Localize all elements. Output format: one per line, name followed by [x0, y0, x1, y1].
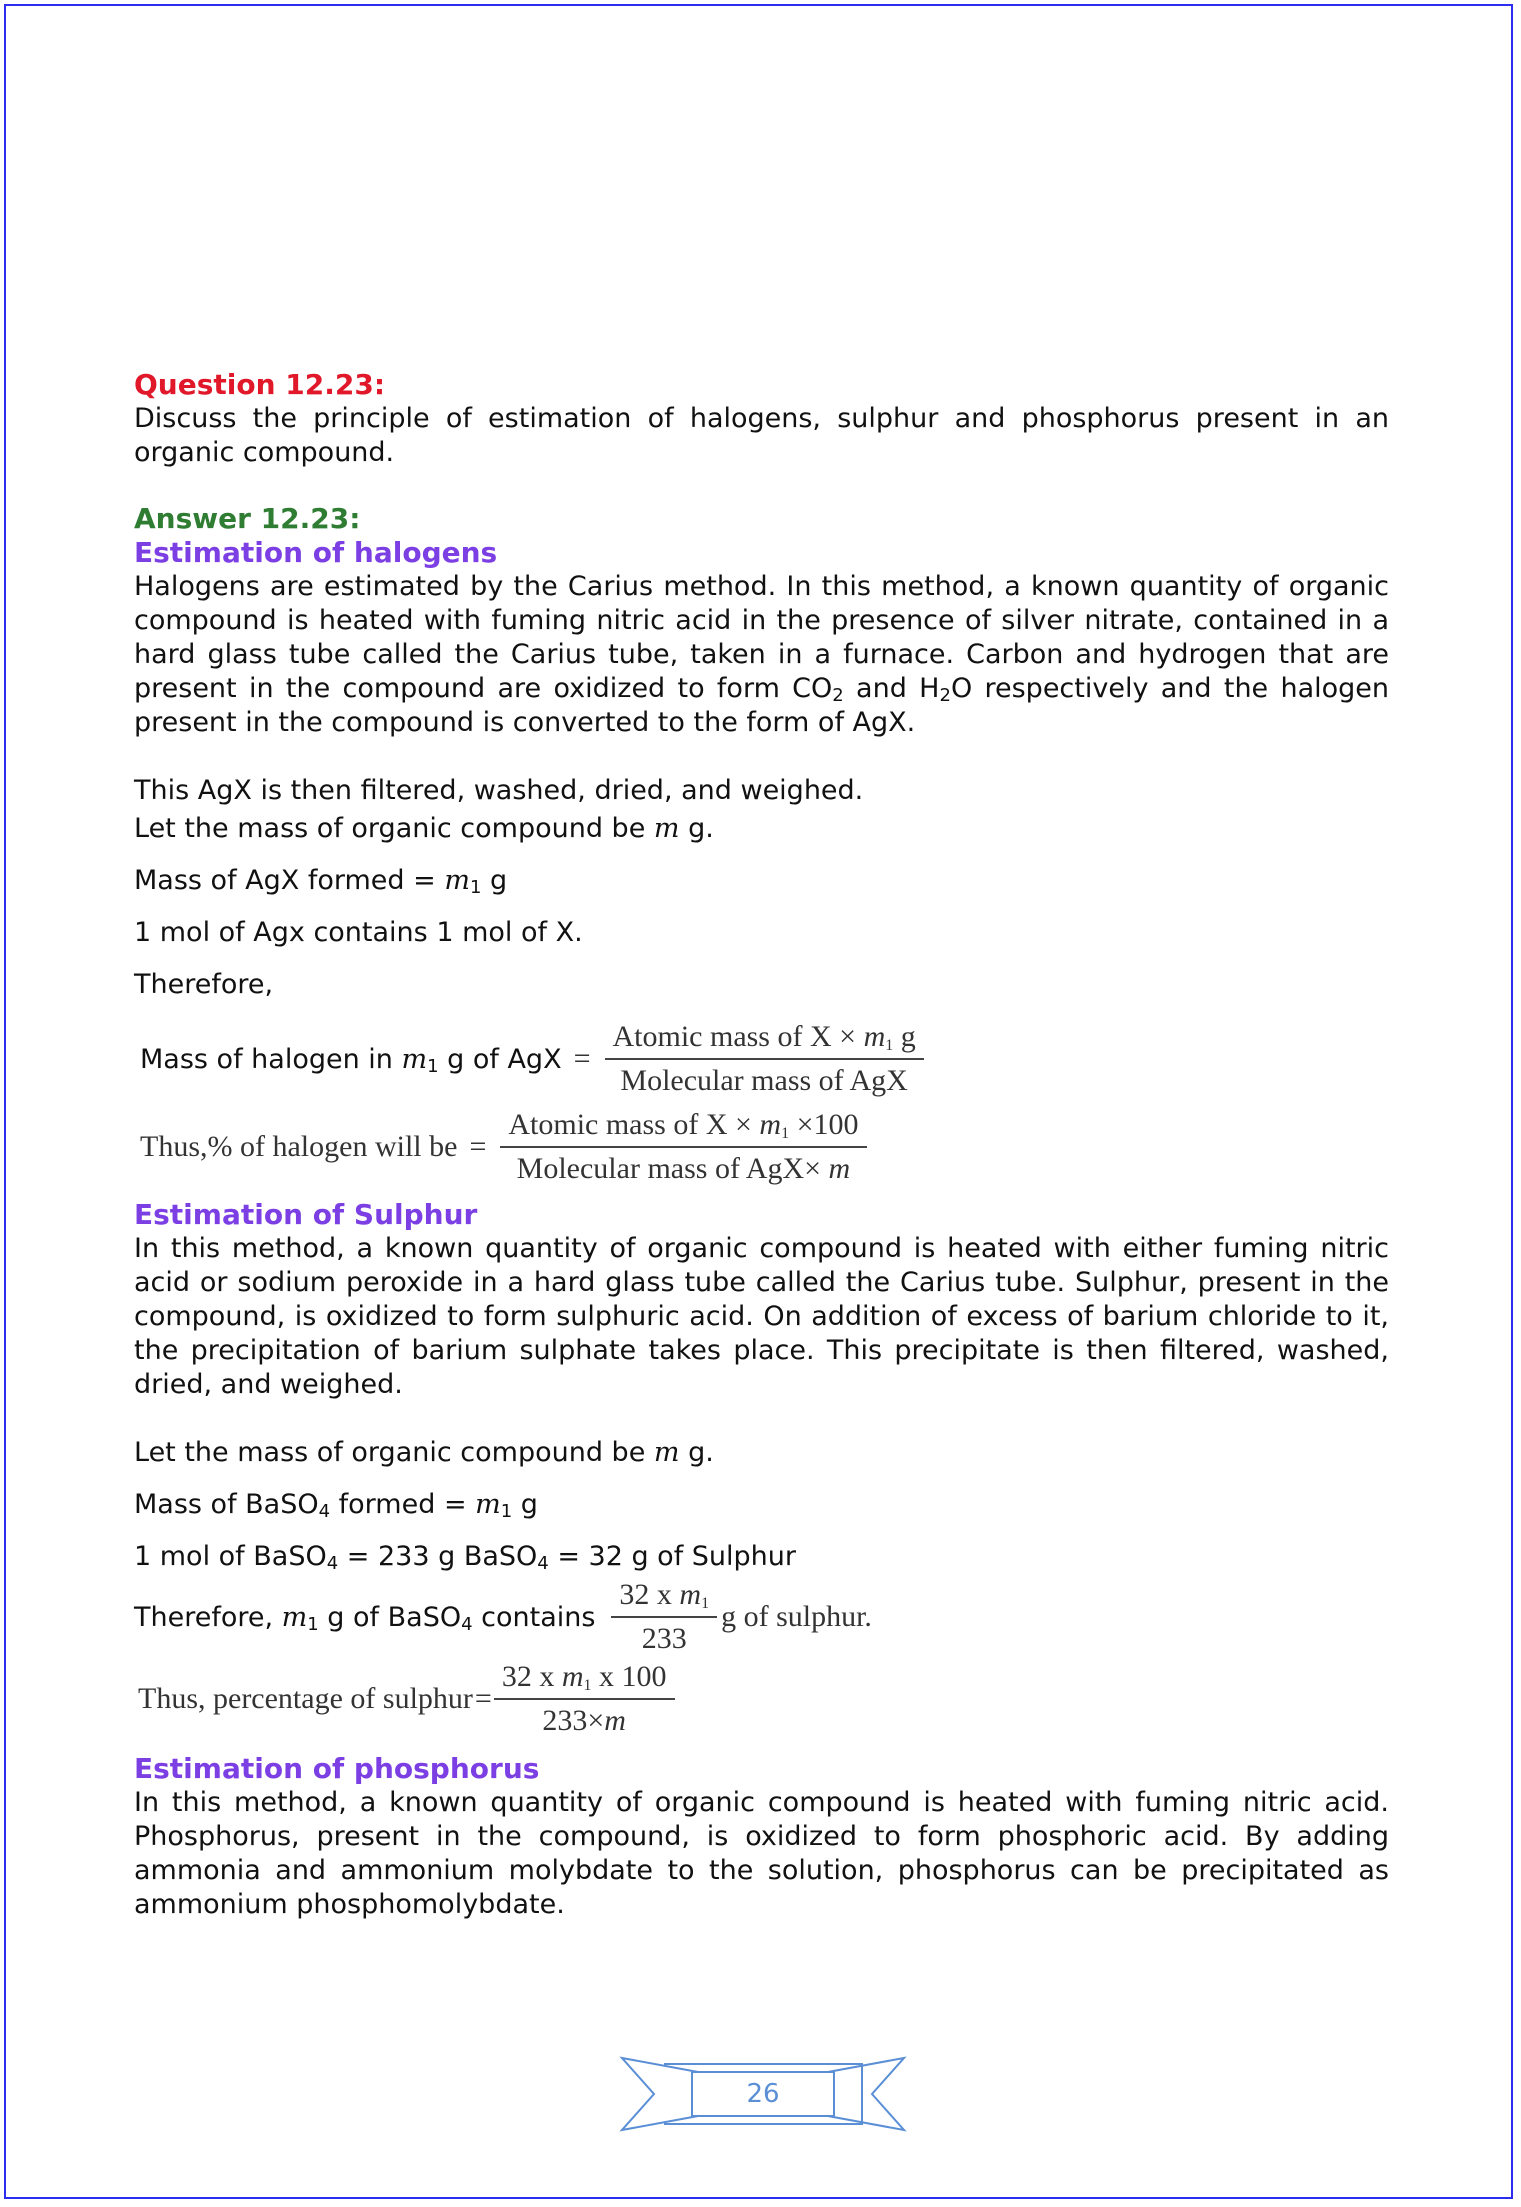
page-content: [134, 368, 1389, 1922]
fraction: $\frac{\text{Atomic mass of X × m1 ×100}}{\text{Molecular mass of AgX× m}}$: [500, 1108, 866, 1186]
sulphur-mass-equation: Therefore, $m_1$ g of BaSO$_4$ contains $\frac{\text{32 x m1}}{233}$ g of sulphur.: [134, 1578, 872, 1655]
question-title: Question 12.23:: [134, 368, 386, 401]
baso4-mass-line: Mass of BaSO$_4$ formed = $m_1$ g: [134, 1489, 538, 1522]
page-number: 26: [746, 2079, 780, 2109]
sulphur-percent-equation: Thus, percentage of sulphur = $\frac{\text{32 x m1 x 100}}{233\times m}$: [134, 1660, 1389, 1738]
therefore-line: Therefore,: [134, 969, 274, 1000]
halogens-mass-line: Let the mass of organic compound be m g.: [134, 813, 714, 844]
heading-sulphur: Estimation of Sulphur: [134, 1198, 478, 1231]
heading-halogens: Estimation of halogens: [134, 536, 498, 569]
fraction: $\frac{\text{Atomic mass of X × m1 g}}{\text{Molecular mass of AgX}}$: [605, 1020, 924, 1098]
halogens-filter-line: This AgX is then filtered, washed, dried, and weighed.: [134, 775, 864, 806]
halogen-percent-equation: Thus,% of halogen will be = $\frac{\text{Atomic mass of X × m1 ×100}}{\text{Molecular mass of AgX× m}}$: [134, 1108, 1389, 1186]
heading-phosphorus: Estimation of phosphorus: [134, 1752, 540, 1785]
question-text: Discuss the principle of estimation of halogens, sulphur and phosphorus present in an organic compound.: [134, 403, 1389, 468]
halogen-mass-equation: Mass of halogen in $m_1$ g of AgX = $\frac{\text{Atomic mass of X × m1 g}}{\text{Molecular mass of AgX}}$: [134, 1020, 1389, 1098]
fraction: $\frac{\text{32 x m1 x 100}}{233\times m}$: [494, 1660, 675, 1738]
phosphorus-paragraph: In this method, a known quantity of organic compound is heated with fuming nitric acid. Phosphorus, present in the compound, is oxidized to form phosphoric acid. By adding ammonia and ammonium molybdate to the solution, phosphorus can be precipitated as ammonium phosphomolybdate.: [134, 1787, 1389, 1920]
sulphur-paragraph: In this method, a known quantity of organic compound is heated with either fuming nitric acid or sodium peroxide in a hard glass tube called the Carius tube. Sulphur, present in the compound, is oxidized to form sulphuric acid. On addition of excess of barium chloride to it, the precipitation of barium sulphate takes place. This precipitate is then filtered, washed, dried, and weighed.: [134, 1233, 1389, 1400]
agx-mass-line: Mass of AgX formed = $m_1$ g: [134, 865, 508, 898]
agx-mol-line: 1 mol of Agx contains 1 mol of X.: [134, 917, 583, 948]
answer-title: Answer 12.23:: [134, 502, 361, 535]
sulphur-mass-line: Let the mass of organic compound be m g.: [134, 1437, 714, 1468]
fraction: $\frac{\text{32 x m1}}{233}$: [611, 1578, 717, 1656]
halogens-paragraph: Halogens are estimated by the Carius method. In this method, a known quantity of organic compound is heated with fuming nitric acid in the presence of silver nitrate, contained in a hard glass tube called the Carius tube, taken in a furnace. Carbon and hydrogen that are present in the compound are oxidized to form $CO_2$ and $H_2O$ respectively and the halogen present in the compound is converted to the form of AgX.: [134, 571, 1390, 738]
baso4-mol-line: 1 mol of BaSO$_4$ = 233 g BaSO$_4$ = 32 g of Sulphur: [134, 1541, 797, 1574]
